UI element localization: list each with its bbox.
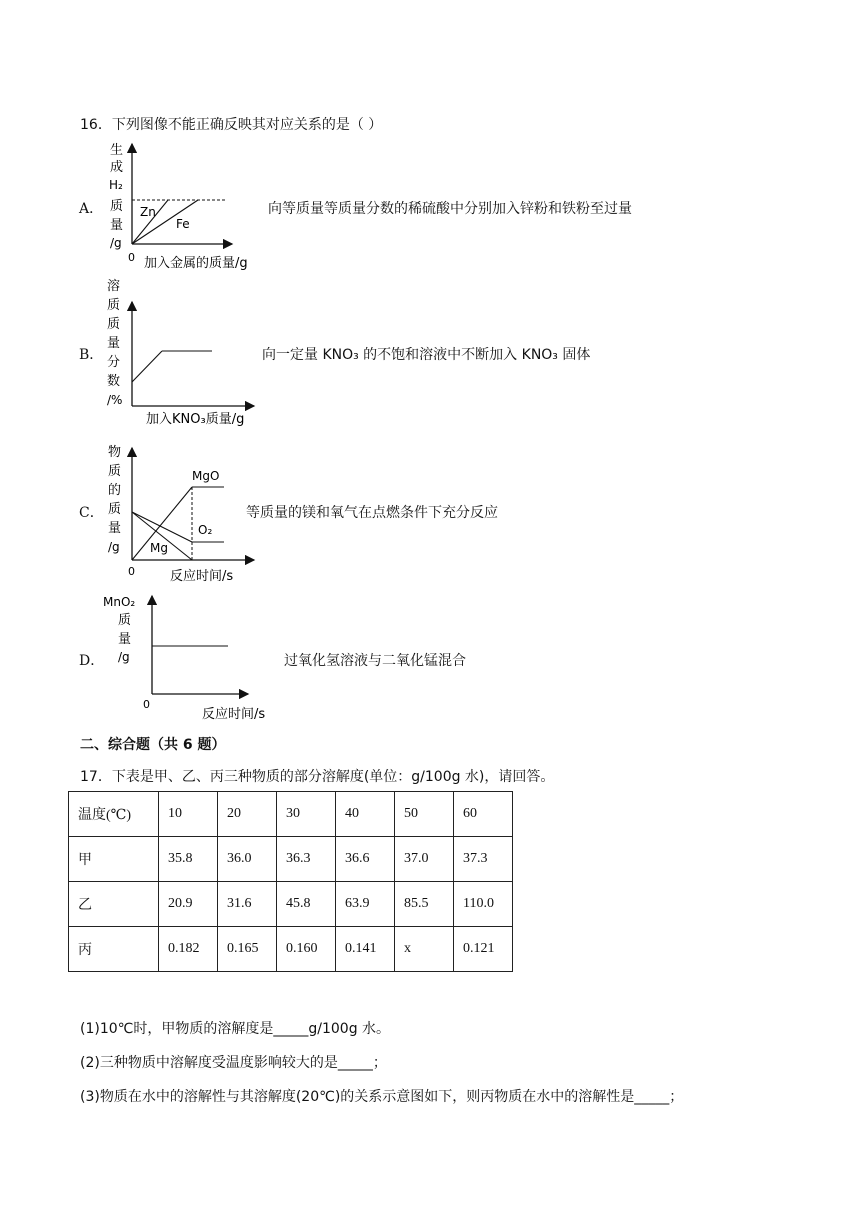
d-ylabel-4: /g — [118, 650, 130, 664]
table-cell: x — [395, 927, 454, 972]
option-b-text: 向一定量 KNO₃ 的不饱和溶液中不断加入 KNO₃ 固体 — [262, 347, 591, 363]
table-cell: 0.165 — [218, 927, 277, 972]
question-16-stem: 16．下列图像不能正确反映其对应关系的是（ ） — [80, 117, 383, 133]
table-cell: 63.9 — [336, 882, 395, 927]
b-ylabel-4: 量 — [107, 336, 121, 351]
table-cell: 0.121 — [454, 927, 513, 972]
solubility-table — [68, 791, 513, 972]
b-ylabel-3: 质 — [107, 317, 121, 332]
table-cell: 0.182 — [159, 927, 218, 972]
c-series-mgo: MgO — [192, 469, 220, 483]
table-cell: 37.3 — [454, 837, 513, 882]
option-c-text: 等质量的镁和氧气在点燃条件下充分反应 — [246, 505, 498, 521]
table-cell: 乙 — [69, 882, 159, 927]
c-ylabel-3: 的 — [108, 483, 122, 498]
c-origin: 0 — [128, 565, 135, 578]
option-d-graph — [100, 590, 290, 722]
c-ylabel-5: 量 — [108, 521, 122, 536]
table-cell: 20.9 — [159, 882, 218, 927]
table-cell: 110.0 — [454, 882, 513, 927]
c-series-mg: Mg — [150, 541, 168, 555]
table-cell: 60 — [454, 792, 513, 837]
table-row — [69, 837, 513, 882]
table-header-row — [69, 792, 513, 837]
table-cell: 温度(℃) — [69, 792, 159, 837]
c-ylabel-6: /g — [108, 540, 120, 554]
b-ylabel-5: 分 — [107, 355, 121, 370]
a-xlabel: 加入金属的质量/g — [144, 256, 248, 271]
table-cell: 35.8 — [159, 837, 218, 882]
a-ylabel-6: /g — [110, 236, 122, 250]
b-xlabel: 加入KNO₃质量/g — [146, 412, 245, 427]
a-origin: 0 — [128, 251, 135, 264]
table-cell: 甲 — [69, 837, 159, 882]
option-b-graph — [104, 276, 274, 430]
option-a-text: 向等质量等质量分数的稀硫酸中分别加入锌粉和铁粉至过量 — [268, 201, 632, 217]
option-d-text: 过氧化氢溶液与二氧化锰混合 — [284, 653, 466, 669]
a-ylabel-2: 成 — [110, 160, 124, 175]
table-cell: 36.6 — [336, 837, 395, 882]
d-ylabel-1: MnO₂ — [103, 595, 136, 609]
a-ylabel-5: 量 — [110, 218, 124, 233]
b-ylabel-1: 溶 — [107, 279, 121, 294]
table-cell: 36.3 — [277, 837, 336, 882]
b-ylabel-7: /% — [107, 393, 123, 407]
table-row — [69, 882, 513, 927]
option-b-letter: B． — [79, 347, 104, 363]
a-ylabel-4: 质 — [110, 199, 124, 214]
d-origin: 0 — [143, 698, 150, 711]
c-xlabel: 反应时间/s — [170, 569, 234, 584]
b-ylabel-2: 质 — [107, 298, 121, 313]
table-cell: 0.141 — [336, 927, 395, 972]
option-c-letter: C． — [79, 505, 104, 521]
c-ylabel-1: 物 — [108, 445, 122, 460]
table-cell: 0.160 — [277, 927, 336, 972]
d-ylabel-2: 质 — [118, 613, 132, 628]
table-cell: 36.0 — [218, 837, 277, 882]
table-cell: 50 — [395, 792, 454, 837]
a-series-fe: Fe — [176, 217, 190, 231]
table-cell: 85.5 — [395, 882, 454, 927]
a-ylabel-1: 生 — [110, 143, 124, 158]
d-ylabel-3: 量 — [118, 632, 132, 647]
option-a-letter: A． — [79, 201, 104, 217]
c-series-o2: O₂ — [198, 523, 213, 537]
table-cell: 37.0 — [395, 837, 454, 882]
question-17-stem: 17．下表是甲、乙、丙三种物质的部分溶解度(单位：g/100g 水)，请回答。 — [80, 769, 555, 785]
table-cell: 40 — [336, 792, 395, 837]
option-d-letter: D． — [79, 653, 105, 669]
table-row — [69, 927, 513, 972]
a-ylabel-3: H₂ — [109, 178, 123, 192]
c-ylabel-2: 质 — [108, 464, 122, 479]
d-xlabel: 反应时间/s — [202, 707, 266, 722]
table-cell: 丙 — [69, 927, 159, 972]
table-cell: 45.8 — [277, 882, 336, 927]
question-17-part-1: (1)10℃时，甲物质的溶解度是_____g/100g 水。 — [80, 1021, 391, 1037]
table-cell: 30 — [277, 792, 336, 837]
section-2-heading: 二、综合题（共 6 题） — [80, 737, 226, 753]
table-cell: 20 — [218, 792, 277, 837]
question-17-part-2: (2)三种物质中溶解度受温度影响较大的是_____； — [80, 1055, 387, 1071]
table-cell: 31.6 — [218, 882, 277, 927]
question-17-part-3: (3)物质在水中的溶解性与其溶解度(20℃)的关系示意图如下，则丙物质在水中的溶解性是_____； — [80, 1089, 684, 1105]
a-series-zn: Zn — [140, 205, 156, 219]
c-ylabel-4: 质 — [108, 502, 122, 517]
b-ylabel-6: 数 — [107, 374, 121, 389]
option-a-graph — [104, 140, 274, 272]
table-cell: 10 — [159, 792, 218, 837]
